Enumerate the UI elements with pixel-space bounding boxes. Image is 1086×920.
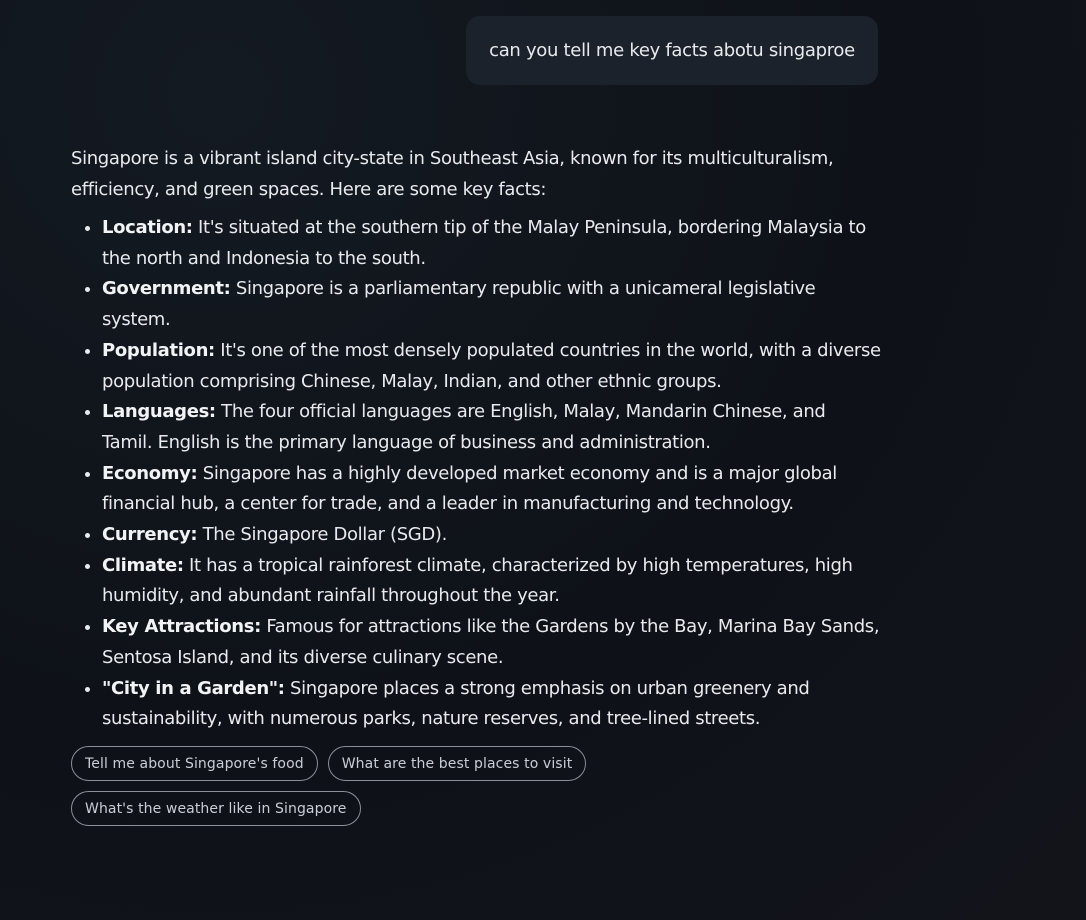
fact-label: Location:: [102, 217, 193, 238]
fact-languages: [102, 397, 881, 458]
suggestion-chip-food[interactable]: Tell me about Singapore's food: [71, 746, 318, 781]
fact-climate: [102, 551, 881, 612]
fact-label: Government:: [102, 278, 231, 300]
fact-label: Currency:: [102, 524, 198, 546]
suggestion-row: [71, 791, 771, 826]
fact-government: [102, 274, 881, 335]
fact-label: Economy:: [102, 462, 198, 484]
fact-location: [102, 213, 881, 274]
fact-label: "City in a Garden":: [102, 677, 285, 699]
fact-label: Population:: [102, 339, 215, 361]
fact-economy: [102, 459, 881, 520]
fact-label: Key Attractions:: [102, 616, 261, 638]
fact-text: Singapore has a highly developed market economy and is a major global financial hub, a center for trade, and a leader in manufacturing and technology.: [102, 462, 837, 515]
user-message-text: can you tell me key facts abotu singaproe: [489, 40, 855, 61]
fact-text: The Singapore Dollar (SGD).: [197, 524, 447, 546]
response-intro: Singapore is a vibrant island city-state in Southeast Asia, known for its multiculturalism, efficiency, and green spaces. Here are some key facts:: [71, 148, 834, 200]
suggestion-chip-weather[interactable]: What's the weather like in Singapore: [71, 791, 361, 826]
fact-label: Climate:: [102, 554, 184, 576]
facts-list: [71, 213, 881, 735]
fact-population: [102, 336, 881, 397]
suggestion-chips: [71, 746, 771, 836]
fact-currency: [102, 520, 881, 551]
fact-text: It's situated at the southern tip of the Malay Peninsula, bordering Malaysia to the north and Indonesia to the south.: [102, 217, 866, 269]
fact-label: Languages:: [102, 401, 216, 423]
fact-text: It has a tropical rainforest climate, characterized by high temperatures, high humidity, and abundant rainfall throughout the year.: [102, 554, 853, 607]
user-message-bubble: [466, 16, 878, 85]
fact-text: Singapore places a strong emphasis on urban greenery and sustainability, with numerous parks, nature reserves, and tree-lined streets.: [102, 677, 810, 730]
assistant-response: [71, 143, 881, 735]
fact-text: It's one of the most densely populated countries in the world, with a diverse population comprising Chinese, Malay, Indian, and other ethnic groups.: [102, 339, 881, 392]
fact-key-attractions: [102, 612, 881, 673]
suggestion-row: [71, 746, 771, 781]
fact-text: Singapore is a parliamentary republic with a unicameral legislative system.: [102, 278, 816, 331]
fact-text: Famous for attractions like the Gardens by the Bay, Marina Bay Sands, Sentosa Island, and its diverse culinary scene.: [102, 616, 880, 668]
suggestion-chip-places[interactable]: What are the best places to visit: [328, 746, 587, 781]
fact-text: The four official languages are English, Malay, Mandarin Chinese, and Tamil. English is the primary language of business and administration.: [102, 401, 826, 453]
fact-city-in-a-garden: [102, 674, 881, 735]
